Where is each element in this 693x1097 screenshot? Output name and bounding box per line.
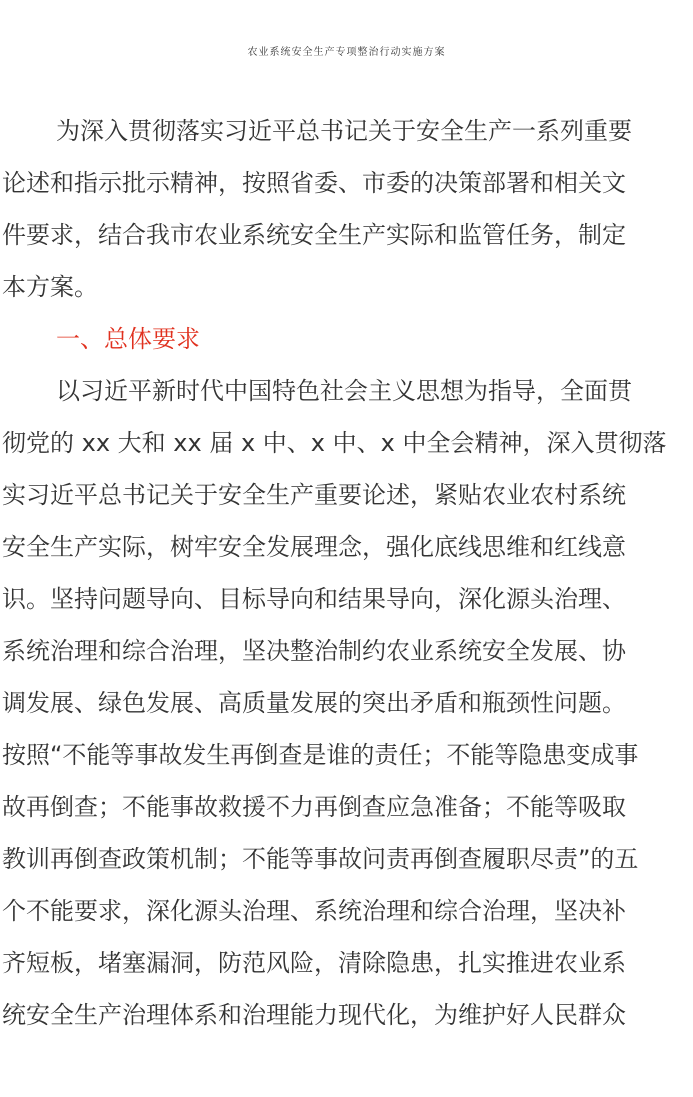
paragraph-line: 识。坚持问题导向、目标导向和结果导向，深化源头治理、 (2, 585, 626, 613)
paragraph-line: 件要求，结合我市农业系统安全生产实际和监管任务，制定 (2, 221, 626, 249)
paragraph-line: 彻党的 xx 大和 xx 届 x 中、x 中、x 中全会精神，深入贯彻落 (2, 429, 667, 457)
paragraph-line: 齐短板，堵塞漏洞，防范风险，清除隐患，扎实推进农业系 (2, 949, 626, 977)
paragraph-line: 个不能要求，深化源头治理、系统治理和综合治理，坚决补 (2, 897, 626, 925)
paragraph-line: 本方案。 (2, 273, 98, 301)
paragraph-line: 教训再倒查政策机制；不能等事故问责再倒查履职尽责”的五 (2, 845, 639, 873)
paragraph-line: 为深入贯彻落实习近平总书记关于安全生产一系列重要 (56, 117, 632, 145)
document-title: 农业系统安全生产专项整治行动实施方案 (247, 47, 446, 58)
paragraph-line: 论述和指示批示精神，按照省委、市委的决策部署和相关文 (2, 169, 626, 197)
paragraph-line: 实习近平总书记关于安全生产重要论述，紧贴农业农村系统 (2, 481, 626, 509)
paragraph-line: 以习近平新时代中国特色社会主义思想为指导，全面贯 (56, 377, 632, 405)
paragraph-line: 调发展、绿色发展、高质量发展的突出矛盾和瓶颈性问题。 (2, 689, 626, 717)
paragraph-line: 安全生产实际，树牢安全发展理念，强化底线思维和红线意 (2, 533, 626, 561)
paragraph-line: 系统治理和综合治理，坚决整治制约农业系统安全发展、协 (2, 637, 626, 665)
paragraph-line: 按照“不能等事故发生再倒查是谁的责任；不能等隐患变成事 (2, 741, 639, 769)
paragraph-line: 统安全生产治理体系和治理能力现代化，为维护好人民群众 (2, 1001, 626, 1029)
paragraph-line: 故再倒查；不能事故救援不力再倒查应急准备；不能等吸取 (2, 793, 626, 821)
section-heading: 一、总体要求 (56, 325, 200, 353)
